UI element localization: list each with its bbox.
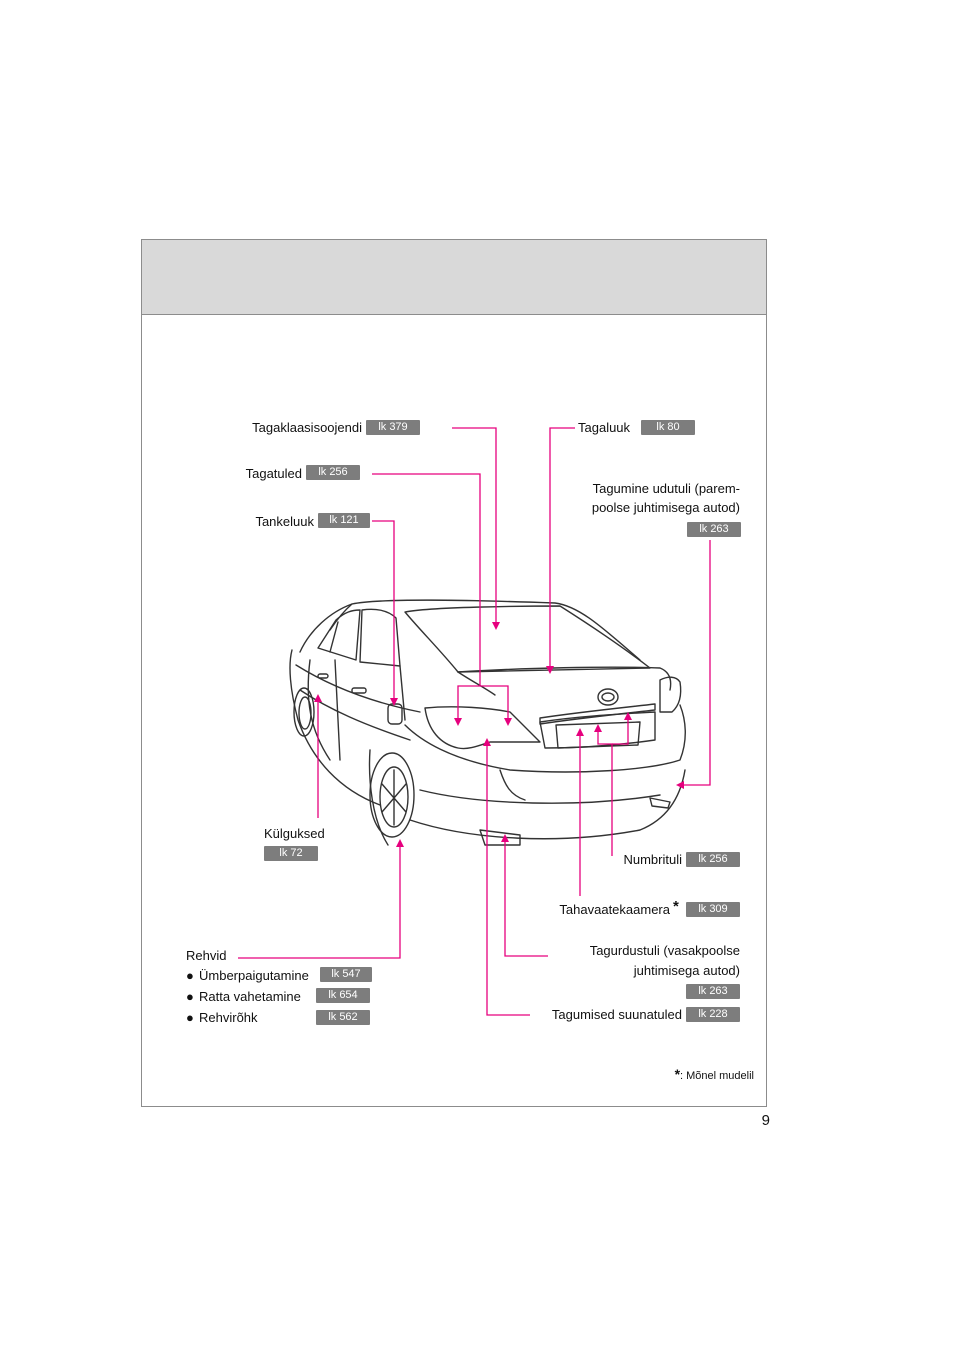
bullet-icon: ● — [186, 1010, 194, 1025]
footnote-text: : Mõnel mudelil — [680, 1070, 754, 1082]
label-tire-pressure: Rehvirõhk — [199, 1010, 258, 1025]
footnote — [620, 1066, 754, 1082]
pageref-tire-rotation[interactable]: lk 547 — [320, 967, 372, 982]
label-reverse-light-line1: Tagurdustuli (vasakpoolse — [589, 943, 740, 958]
label-rear-turn-signals: Tagumised suunatuled — [551, 1007, 682, 1022]
pageref-rear-turn-signals[interactable]: lk 228 — [686, 1007, 740, 1022]
pageref-license-plate-light[interactable]: lk 256 — [686, 852, 740, 867]
label-wheel-change: Ratta vahetamine — [199, 989, 301, 1004]
label-tail-lights: Tagatuled — [245, 466, 302, 481]
pageref-reverse-light[interactable]: lk 263 — [686, 984, 740, 999]
pageref-rear-fog-light[interactable]: lk 263 — [687, 522, 741, 537]
pageref-fuel-door[interactable]: lk 121 — [318, 513, 370, 528]
label-trunk: Tagaluuk — [578, 420, 631, 435]
label-tires-title: Rehvid — [186, 948, 227, 963]
pageref-side-doors[interactable]: lk 72 — [264, 846, 318, 861]
label-tire-rotation: Ümberpaigutamine — [199, 968, 309, 983]
label-rear-camera: Tahavaatekaamera — [559, 902, 670, 917]
page-number: 9 — [761, 1112, 770, 1129]
pageref-tail-lights[interactable]: lk 256 — [306, 465, 360, 480]
label-rear-fog-light-line2: poolse juhtimisega autod) — [591, 500, 740, 515]
label-rear-window-defogger: Tagaklaasisoojendi — [252, 420, 362, 435]
label-rear-fog-light-line1: Tagumine udutuli (parem- — [592, 481, 740, 496]
footnote-star-icon: * — [674, 1066, 681, 1082]
pageref-rear-window-defogger[interactable]: lk 379 — [366, 420, 420, 435]
pageref-tire-pressure[interactable]: lk 562 — [316, 1010, 370, 1025]
pageref-rear-camera[interactable]: lk 309 — [686, 902, 740, 917]
label-reverse-light-line2: juhtimisega autod) — [633, 963, 740, 978]
label-side-doors: Külguksed — [264, 826, 325, 841]
pageref-trunk[interactable]: lk 80 — [641, 420, 695, 435]
bullet-icon: ● — [186, 968, 194, 983]
rear-camera-star-icon: * — [673, 898, 679, 915]
label-license-plate-light: Numbrituli — [623, 852, 682, 867]
label-fuel-door: Tankeluuk — [255, 514, 314, 529]
pageref-wheel-change[interactable]: lk 654 — [316, 988, 370, 1003]
bullet-icon: ● — [186, 989, 194, 1004]
